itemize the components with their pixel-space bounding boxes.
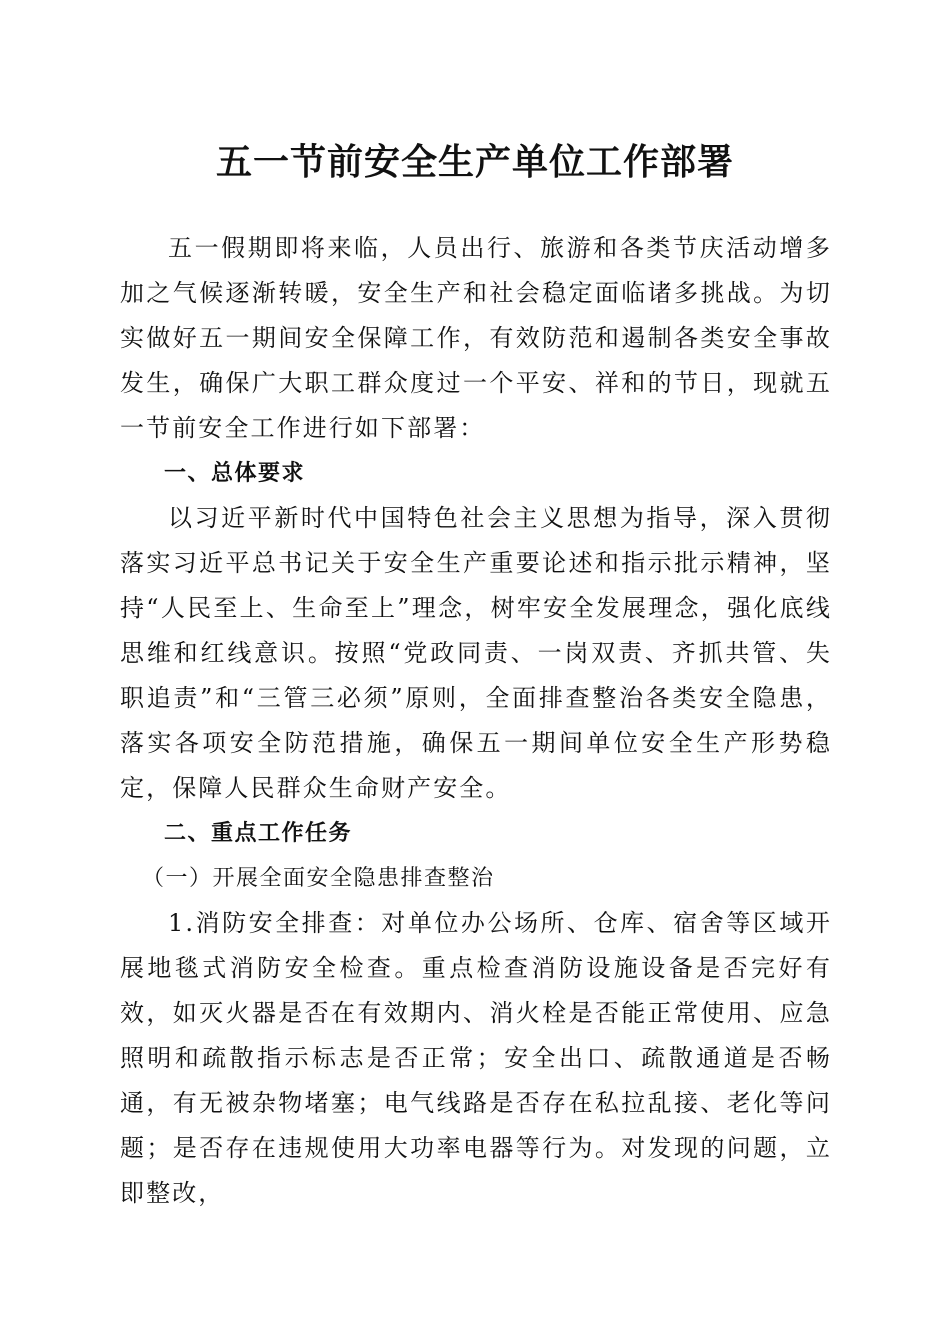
section-heading-key-tasks: 二、重点工作任务: [164, 821, 353, 846]
intro-paragraph: 五一假期即将来临，人员出行、旅游和各类节庆活动增多加之气候逐渐转暖，安全生产和社会稳定面临诸多挑战。为切实做好五一期间安全保障工作，有效防范和遏制各类安全事故发生，确保广大职工群众度过一个平安、祥和的节日，现就五一节前安全工作进行如下部署：: [120, 234, 832, 442]
subsection-heading-hazard-inspection: （一）开展全面安全隐患排查整治: [142, 866, 495, 891]
document-body: [120, 226, 832, 1216]
general-requirements-paragraph: 以习近平新时代中国特色社会主义思想为指导，深入贯彻落实习近平总书记关于安全生产重要论述和指示批示精神，坚持“人民至上、生命至上”理念，树牢安全发展理念，强化底线思维和红线意识。按照“党政同责、一岗双责、齐抓共管、失职追责”和“三管三必须”原则，全面排查整治各类安全隐患，落实各项安全防范措施，确保五一期间单位安全生产形势稳定，保障人民群众生命财产安全。: [120, 504, 832, 802]
section-heading-general-requirements: 一、总体要求: [164, 461, 306, 486]
document-title: 五一节前安全生产单位工作部署: [215, 141, 734, 183]
fire-safety-paragraph: 1.消防安全排查：对单位办公场所、仓库、宿舍等区域开展地毯式消防安全检查。重点检查消防设施设备是否完好有效，如灭火器是否在有效期内、消火栓是否能正常使用、应急照明和疏散指示标志是否正常；安全出口、疏散通道是否畅通，有无被杂物堵塞；电气线路是否存在私拉乱接、老化等问题；是否存在违规使用大功率电器等行为。对发现的问题，立即整改，: [120, 909, 832, 1207]
